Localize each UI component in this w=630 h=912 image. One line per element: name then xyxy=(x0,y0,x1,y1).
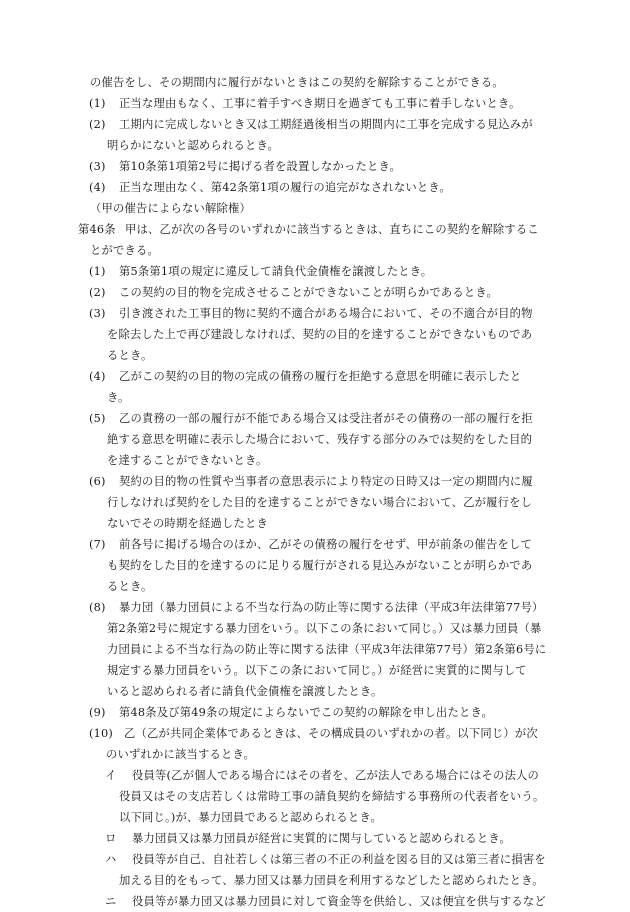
item-number: 第46条 xyxy=(78,223,116,236)
numbered-item xyxy=(0,261,630,282)
text-line: 第48条及び第49条の規定によらないでこの契約の解除を申し出たとき。 xyxy=(119,706,494,719)
numbered-item xyxy=(0,534,630,597)
item-number: (9) xyxy=(89,706,106,719)
text-line: 第2条第2号に規定する暴力団をいう。以下この条において同じ。）又は暴力団員（暴 xyxy=(107,622,542,635)
item-number: (5) xyxy=(89,412,106,425)
item-number: (4) xyxy=(89,181,106,194)
text-line: 明らかにないと認められるとき。 xyxy=(107,139,280,152)
text-line: 乙（乙が共同企業体であるときは、その構成員のいずれかの者。以下同じ）が次 xyxy=(124,727,538,740)
text-line: 以下同じ。)が、暴力団員であると認められるとき。 xyxy=(119,811,382,824)
text-line: 正当な理由なく、第42条第1項の履行の追完がなされないとき。 xyxy=(119,181,451,194)
text-line: 第5条第1項の規定に違反して請負代金債権を譲渡したとき。 xyxy=(119,265,433,278)
text-line: 契約の目的物の性質や当事者の意思表示により特定の日時又は一定の期間内に履 xyxy=(119,475,533,488)
numbered-item xyxy=(0,702,630,723)
continued-text xyxy=(0,72,630,93)
text-line: 正当な理由もなく、工事に着手すべき期日を過ぎても工事に着手しないとき。 xyxy=(119,97,521,110)
numbered-item xyxy=(0,282,630,303)
text-line: 加える目的をもって、暴力団又は暴力団員を利用するなどしたと認められたとき。 xyxy=(119,874,544,887)
text-line: のいずれかに該当するとき。 xyxy=(106,748,256,761)
text-line: 工期内に完成しないとき又は工期経過後相当の期間内に工事を完成する見込みが xyxy=(119,118,533,131)
text-line: 暴力団（暴力団員による不当な行為の防止等に関する法律（平成3年法律第77号） xyxy=(119,601,544,614)
text-line: 行しなければ契約をした目的を達することができない場合において、乙が履行をし xyxy=(107,496,533,509)
numbered-item xyxy=(0,93,630,114)
text-line: この契約の目的物を完成させることができないことが明らかであるとき。 xyxy=(119,286,498,299)
item-number: (2) xyxy=(89,118,106,131)
text-line: 力団員による不当な行為の防止等に関する法律（平成3年法律第77号）第2条第6号に xyxy=(107,643,547,656)
text-line: るとき。 xyxy=(107,349,153,362)
contract-text xyxy=(0,72,630,912)
text-line: 第10条第1項第2号に掲げる者を設置しなかったとき。 xyxy=(119,160,402,173)
sub-item xyxy=(0,765,630,828)
numbered-item xyxy=(0,723,630,765)
text-line: も契約をした目的を達するのに足りる履行がされる見込みがないことが明らかであ xyxy=(107,559,533,572)
text-line: 役員等が自己、自社若しくは第三者の不正の利益を図る目的又は第三者に損害を xyxy=(132,853,546,866)
text-line: 絶する意思を明確に表示した場合において、残存する部分のみでは契約をした目的 xyxy=(107,433,533,446)
text-line: るとき。 xyxy=(107,580,153,593)
sub-item xyxy=(0,891,630,912)
numbered-item xyxy=(0,408,630,471)
item-number: ハ xyxy=(105,853,117,866)
text-line: とができる。 xyxy=(90,244,159,257)
item-number: (8) xyxy=(89,601,106,614)
item-number: (6) xyxy=(89,475,106,488)
text-line: いると認められる者に請負代金債権を譲渡したとき。 xyxy=(107,685,383,698)
numbered-item xyxy=(0,471,630,534)
item-number: (1) xyxy=(89,265,106,278)
text-line: 乙の責務の一部の履行が不能である場合又は受注者がその債務の一部の履行を拒 xyxy=(119,412,533,425)
item-number: ニ xyxy=(105,895,117,908)
item-number: イ xyxy=(105,769,117,782)
numbered-item xyxy=(0,366,630,408)
numbered-item xyxy=(0,177,630,198)
text-line: を達することができないとき。 xyxy=(107,454,268,467)
item-number: (10) xyxy=(89,727,113,740)
item-number: (2) xyxy=(89,286,106,299)
text-line: 前各号に掲げる場合のほか、乙がその債務の履行をせず、甲が前条の催告をして xyxy=(119,538,532,551)
text-line: （甲の催告によらない解除権） xyxy=(90,202,251,215)
item-number: (4) xyxy=(89,370,106,383)
item-number: ロ xyxy=(105,832,117,845)
numbered-item xyxy=(0,114,630,156)
item-number: (3) xyxy=(89,160,106,173)
sub-item xyxy=(0,849,630,891)
text-line: 引き渡された工事目的物に契約不適合がある場合において、その不適合が目的物 xyxy=(119,307,533,320)
numbered-item xyxy=(0,156,630,177)
text-line: き。 xyxy=(107,391,130,404)
text-line: 役員又はその支店若しくは常時工事の請負契約を締結する事務所の代表者をいう。 xyxy=(119,790,545,803)
text-line: 乙がこの契約の目的物の完成の債務の履行を拒絶する意思を明確に表示したと xyxy=(119,370,522,383)
text-line: 役員等が暴力団又は暴力団員に対して資金等を供給し、又は便宜を供与するなど xyxy=(132,895,546,908)
item-number: (1) xyxy=(89,97,106,110)
section-heading xyxy=(0,198,630,219)
text-line: ないでその時期を経過したとき xyxy=(107,517,268,530)
numbered-item xyxy=(0,303,630,366)
sub-item xyxy=(0,828,630,849)
item-number: (3) xyxy=(89,307,106,320)
text-line: 暴力団員又は暴力団員が経営に実質的に関与していると認められるとき。 xyxy=(132,832,511,845)
text-line: 役員等(乙が個人である場合にはその者を、乙が法人である場合にはその法人の xyxy=(132,769,540,782)
article-paragraph xyxy=(0,219,630,261)
text-line: 甲は、乙が次の各号のいずれかに該当するときは、直ちにこの契約を解除するこ xyxy=(125,223,539,236)
text-line: の催告をし、その期間内に履行がないときはこの契約を解除することができる。 xyxy=(90,76,504,89)
text-line: を除去した上で再び建設しなければ、契約の目的を達することができないものであ xyxy=(107,328,533,341)
numbered-item xyxy=(0,597,630,702)
item-number: (7) xyxy=(89,538,106,551)
text-line: 規定する暴力団員をいう。以下この条において同じ。）が経営に実質的に関与して xyxy=(107,664,527,677)
